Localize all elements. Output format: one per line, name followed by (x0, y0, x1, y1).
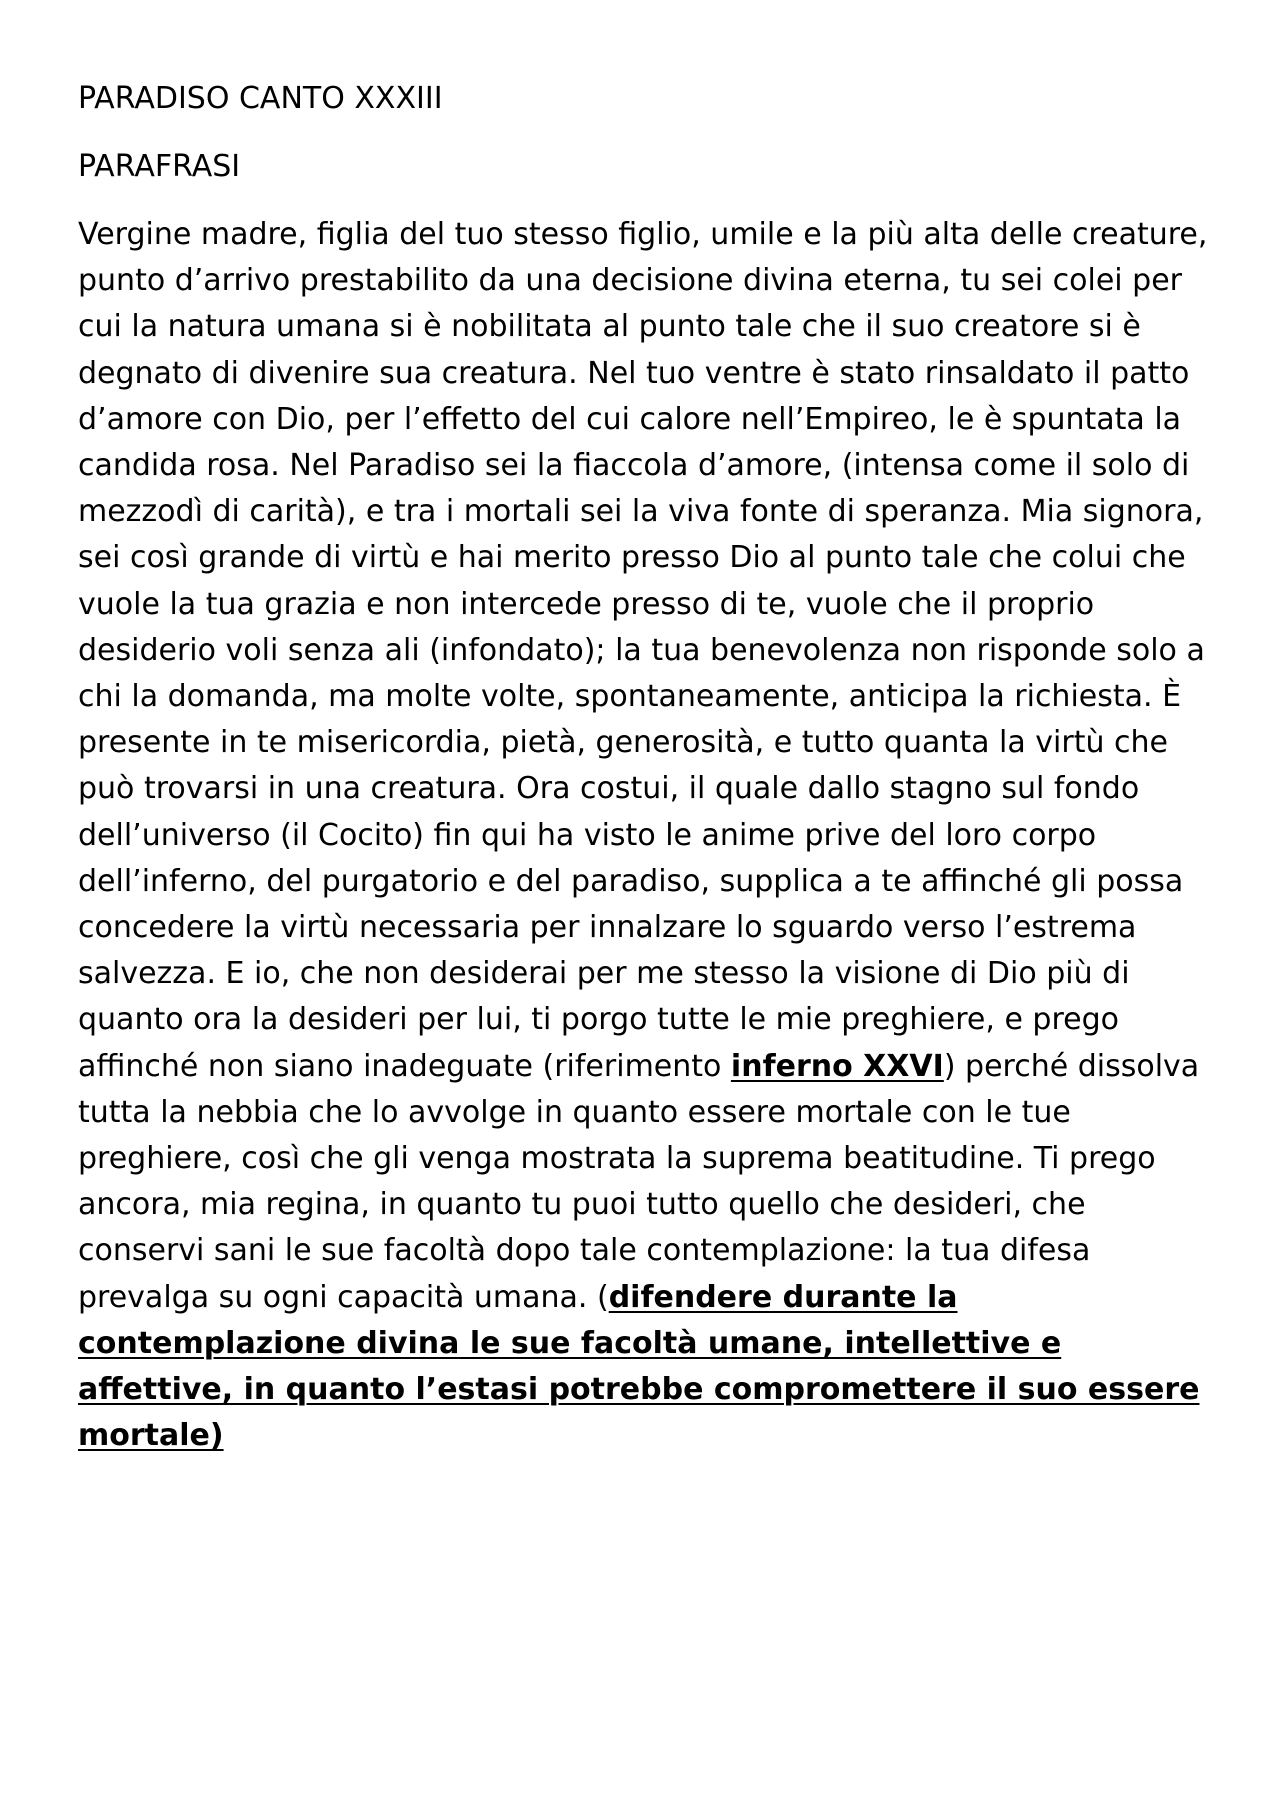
paragraph-text-part1: Vergine madre, figlia del tuo stesso figlio, umile e la più alta delle creature, punto d’arrivo prestabilito da una decisione divina eterna, tu sei colei per cui la natura umana si è nobilitata al punto tale che il suo creatore si è degnato di divenire sua creatura. Nel tuo ventre è stato rinsaldato il patto d’amore con Dio, per l’effetto del cui calore nell’Empireo, le è spuntata la candida rosa. Nel Paradiso sei la fiaccola d’amore, (intensa come il solo di mezzodì di carità), e tra i mortali sei la viva fonte di speranza. Mia signora, sei così grande di virtù e hai merito presso Dio al punto tale che colui che vuole la tua grazia e non intercede presso di te, vuole che il proprio desiderio voli senza ali (infondato); la tua benevolenza non risponde solo a chi la domanda, ma molte volte, spontaneamente, anticipa la richiesta. È presente in te misericordia, pietà, generosità, e tutto quanta la virtù che può trovarsi in una creatura. Ora costui, il quale dallo stagno sul fondo dell’universo (il Cocito) fin qui ha visto le anime prive del loro corpo dell’inferno, del purgatorio e del paradiso, supplica a te affinché gli possa concedere la virtù necessaria per innalzare lo sguardo verso l’estrema salvezza. E io, che non desiderai per me stesso la visione di Dio più di quanto ora la desideri per lui, ti porgo tutte le mie preghiere, e prego affinché non siano inadeguate (riferimento (78, 217, 1208, 1084)
document-subtitle: PARAFRASI (78, 149, 241, 184)
document-page (78, 76, 1218, 1459)
reference-inferno-xxvi: inferno XXVI (730, 1048, 944, 1084)
paraphrase-paragraph (78, 212, 1218, 1459)
document-title: PARADISO CANTO XXXIII (78, 81, 443, 116)
paragraph-text-part2: ) perché dissolva tutta la nebbia che lo avvolge in quanto essere mortale con le tue preghiere, così che gli venga mostrata la suprema beatitudine. Ti prego ancora, mia regina, in quanto tu puoi tutto quello che desideri, che conservi sani le sue facoltà dopo tale contemplazione: la tua difesa prevalga su ogni capacità umana. ( (78, 1048, 1200, 1315)
paragraph-emphasis-note: difendere durante la contemplazione divina le sue facoltà umane, intellettive e affettive, in quanto l’estasi potrebbe compromettere il suo essere mortale) (78, 1279, 1200, 1454)
